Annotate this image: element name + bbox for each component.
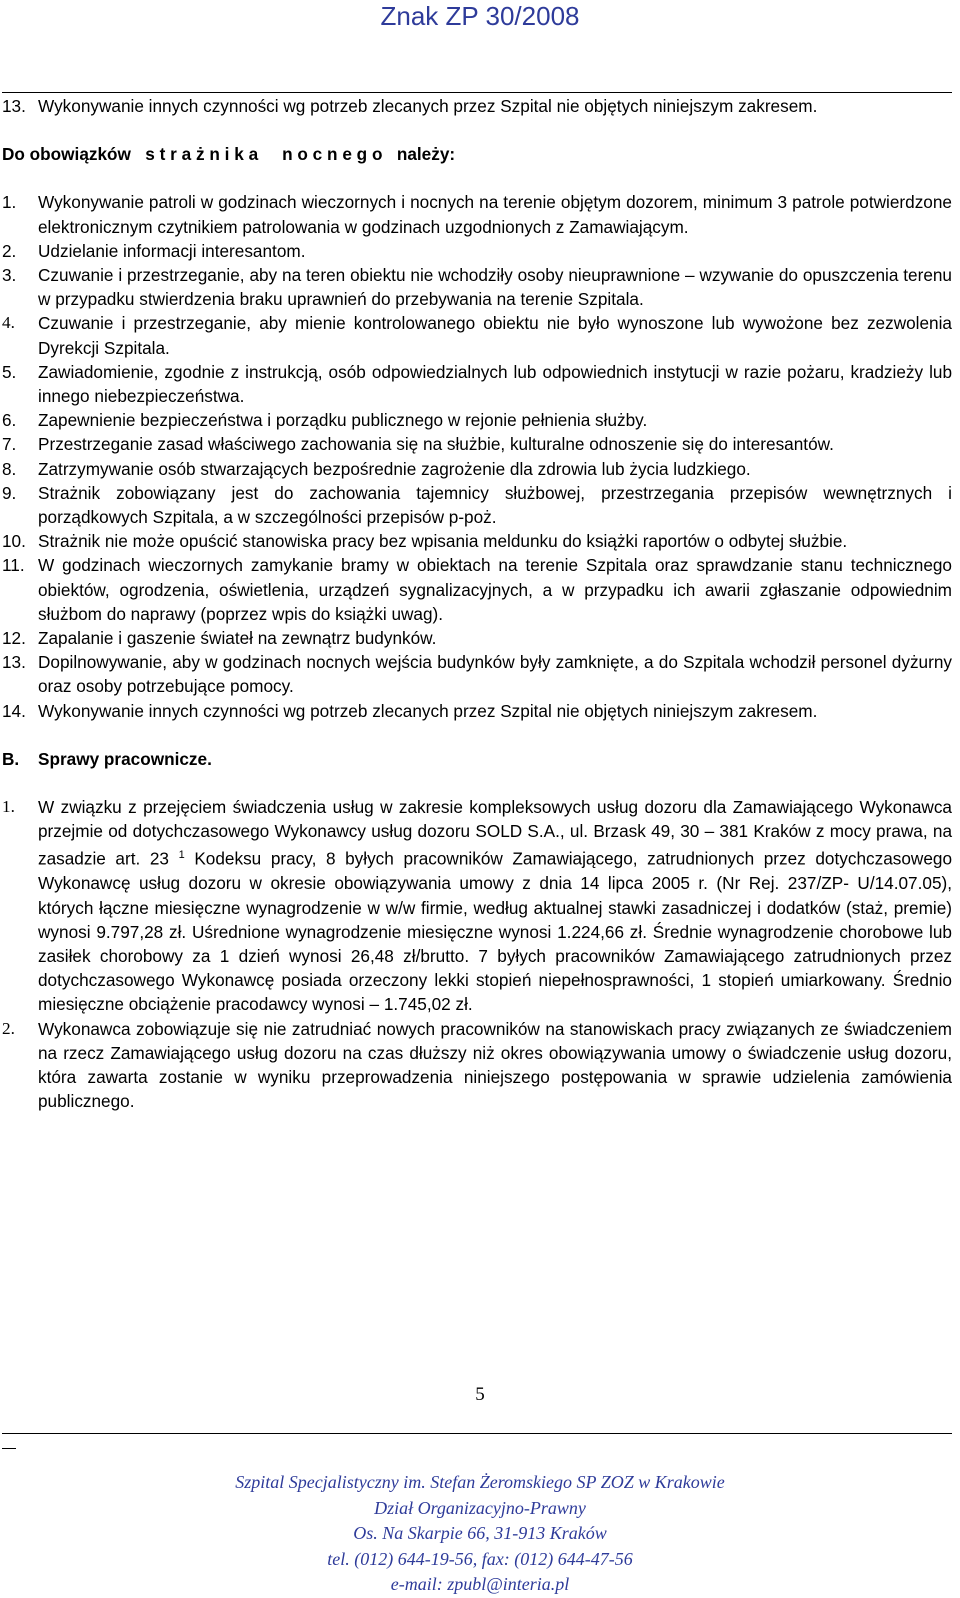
item-text: Strażnik nie może opuścić stanowiska pracy bez wpisania meldunku do książki raportów o odbytej służbie.	[38, 531, 848, 552]
list-item	[2, 263, 952, 311]
list-item	[2, 360, 952, 408]
item-text: Zawiadomienie, zgodnie z instrukcją, osób odpowiedzialnych lub odpowiednich instytucji w razie pożaru, kradzieży lub innego niebezpieczeństwa.	[38, 361, 952, 407]
footer-address: Os. Na Skarpie 66, 31-913 Kraków	[353, 1523, 607, 1543]
item-text: Wykonywanie innych czynności wg potrzeb zlecanych przez Szpital nie objętych niniejszym zakresem.	[38, 96, 818, 116]
item-text-part: W związku z przejęciem świadczenia usług w zakresie kompleksowych usług dozoru dla Zamawiającego Wykonawca przejmie od dotychczasowego Wykonawcy usług dozoru SOLD S.A., ul. Brzask 49, 30 – 381 Kraków z mocy prawa, na zasadzie art. 23	[38, 797, 952, 870]
item-number: 1.	[2, 192, 17, 213]
night-guard-duties-list	[2, 190, 952, 722]
item-text: Zapalanie i gaszenie świateł na zewnątrz budynków.	[38, 628, 437, 649]
footnote-separator	[2, 1448, 16, 1449]
item-text: Wykonywanie innych czynności wg potrzeb zlecanych przez Szpital nie objętych niniejszym zakresem.	[38, 700, 818, 721]
section-heading-b	[2, 747, 952, 771]
item-number: 12.	[2, 628, 26, 649]
footer-department: Dział Organizacyjno-Prawny	[374, 1497, 586, 1518]
footer-institution: Szpital Specjalistyczny im. Stefan Żeromskiego SP ZOZ w Krakowie	[235, 1472, 725, 1492]
item-number: 3.	[2, 265, 17, 286]
footer-email: e-mail: zpubl@interia.pl	[390, 1574, 570, 1594]
item-text: Wykonywanie patroli w godzinach wieczornych i nocnych na terenie objętym dozorem, minimum 3 patrole potwierdzone elektronicznym czytnikiem patrolowania w godzinach uzgodnionych z Zamawiającym.	[38, 192, 952, 237]
heading-word-guard: strażnika	[145, 144, 263, 165]
list-item	[2, 311, 952, 359]
item-text: Przestrzeganie zasad właściwego zachowania się na służbie, kulturalne odnoszenie się do interesantów.	[38, 434, 834, 455]
item-number: 2.	[2, 1018, 15, 1038]
list-item	[2, 699, 952, 723]
list-item	[2, 650, 952, 698]
item-text-part: Kodeksu pracy, 8 byłych pracowników Zamawiającego, zatrudnionych przez dotychczasowego Wykonawcę usług dozoru w okresie obowiązywania umowy z dnia 14 lipca 2005 r. (Nr Rej. 237/ZP- U/14.07.05), których łączne miesięczne wynagrodzenie w w/w firmie, według aktualnej stawki zasadniczej i dodatków (staż, premie) wynosi 9.797,28 zł. Uśrednione wynagrodzenie miesięczne wynosi 1.224,66 zł. Średnie wynagrodzenie chorobowe lub zasiłek chorobowy za 1 dzień wynosi 26,48 zł/brutto. 7 byłych pracowników Zamawiającego zatrudnionych przez dotychczasowego Wykonawcę posiada orzeczony lekki stopień niepełnosprawności, 1 stopień umiarkowany. Średnio miesięczne obciążenie pracodawcy wynosi – 1.745,02 zł.	[38, 849, 953, 1015]
item-text: Zatrzymywanie osób stwarzających bezpośrednie zagrożenie dla zdrowia lub życia ludzkiego.	[38, 458, 751, 479]
item-number: 11.	[2, 555, 25, 576]
item-number: 13.	[2, 96, 26, 116]
list-item	[2, 190, 952, 238]
item-text: Udzielanie informacji interesantom.	[38, 240, 306, 261]
item-number: 5.	[2, 361, 17, 382]
list-item	[2, 239, 952, 263]
item-text: Wykonawca zobowiązuje się nie zatrudniać nowych pracowników na stanowiskach pracy związanych ze świadczeniem na rzecz Zamawiającego usług dozoru na czas dłuższy niż okres obowiązywania umowy o świadczenie usług dozoru, która zawarta zostanie w wyniku przeprowadzenia niniejszego postępowania w sprawie udzielenia zamówienia publicznego.	[38, 1018, 952, 1112]
item-number: 14.	[2, 700, 26, 721]
footer-phone: tel. (012) 644-19-56, fax: (012) 644-47-56	[327, 1548, 633, 1569]
item-number: 8.	[2, 458, 17, 479]
item-text: Zapewnienie bezpieczeństwa i porządku publicznego w rejonie pełnienia służby.	[38, 410, 648, 431]
item-number: 13.	[2, 652, 26, 673]
item-number: 9.	[2, 482, 17, 503]
document-body	[2, 94, 952, 1113]
item-text: Strażnik zobowiązany jest do zachowania tajemnicy służbowej, przestrzegania przepisów wewnętrznych i porządkowych Szpitala, a w szczególności przepisów p-poż.	[38, 482, 952, 528]
list-item	[2, 529, 952, 553]
employee-matters-list	[2, 795, 952, 1113]
page-number: 5	[475, 1384, 485, 1405]
document-header-title: Znak ZP 30/2008	[380, 1, 580, 31]
page-footer	[0, 1470, 960, 1598]
item-number: 7.	[2, 434, 17, 455]
superscript: 1	[178, 849, 185, 862]
list-item	[2, 481, 952, 529]
list-item	[2, 795, 952, 1017]
list-item	[2, 457, 952, 481]
item-number: 4.	[2, 313, 15, 333]
list-item	[2, 1017, 952, 1114]
heading-prefix: Do obowiązków	[2, 144, 131, 165]
list-item	[2, 94, 952, 118]
heading-word-night: nocnego	[282, 144, 388, 165]
list-item	[2, 553, 952, 626]
night-guard-heading	[2, 142, 952, 166]
item-text: Dopilnowywanie, aby w godzinach nocnych wejścia budynków były zamknięte, a do Szpitala wchodził personel dyżurny oraz osoby potrzebujące pomocy.	[38, 652, 952, 697]
item-text: Czuwanie i przestrzeganie, aby mienie kontrolowanego obiektu nie było wynoszone lub wywożone bez zezwolenia Dyrekcji Szpitala.	[38, 313, 952, 358]
item-number: 2.	[2, 240, 17, 261]
item-text: W godzinach wieczornych zamykanie bramy w obiektach na terenie Szpitala oraz sprawdzanie stanu technicznego obiektów, ogrodzenia, oświetlenia, urządzeń sygnalizacyjnych, a w przypadku ich awarii zgłaszanie odpowiednim służbom do naprawy (poprzez wpis do książki uwag).	[38, 555, 952, 624]
item-number: 6.	[2, 410, 17, 431]
section-title: Sprawy pracownicze.	[38, 748, 212, 769]
item-number: 10.	[2, 531, 26, 552]
list-item	[2, 408, 952, 432]
footer-divider	[2, 1433, 952, 1434]
section-letter: B.	[2, 748, 20, 769]
list-item	[2, 432, 952, 456]
item-number: 1.	[2, 797, 15, 817]
list-item	[2, 626, 952, 650]
item-text: Czuwanie i przestrzeganie, aby na teren obiektu nie wchodziły osoby nieuprawnione – wzywanie do opuszczenia terenu w przypadku stwierdzenia braku uprawnień do przebywania na terenie Szpitala.	[38, 265, 952, 310]
header-divider	[2, 92, 952, 93]
heading-suffix: należy:	[396, 144, 456, 165]
item-text	[38, 795, 952, 1017]
